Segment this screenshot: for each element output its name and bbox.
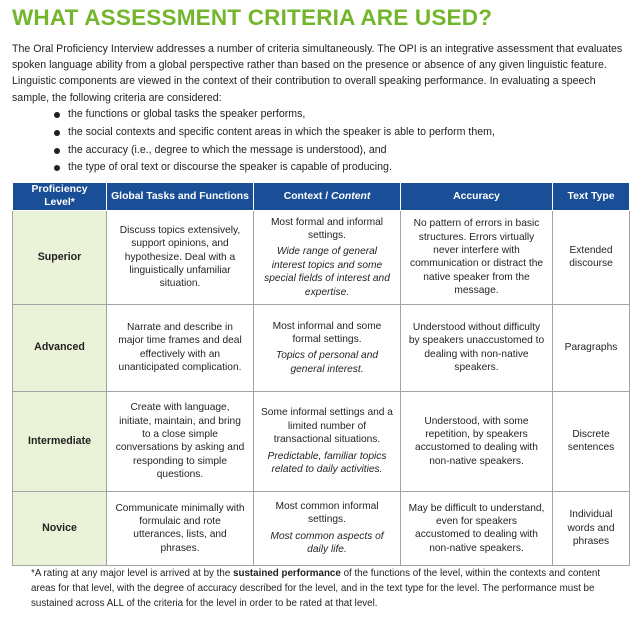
content-text: Predictable, familiar topics related to daily activities. <box>267 450 387 475</box>
context-cell <box>254 491 401 565</box>
footnote-text: *A rating at any major level is arrived at by the <box>31 568 234 579</box>
criteria-list <box>54 106 495 177</box>
table-row <box>13 391 630 491</box>
accuracy-cell: May be difficult to understand, even for speakers accustomed to dealing with non-native speakers. <box>401 491 553 565</box>
content-text: Most common aspects of daily life. <box>270 530 384 556</box>
list-item <box>54 142 495 160</box>
table-row <box>13 491 630 565</box>
list-item-text: the accuracy (i.e., degree to which the message is understood), and <box>68 143 387 156</box>
footnote-text: of the functions of the level, within the contexts and content areas for that level, with the degree of accuracy described for the level, and in the text type for the level. The performance must be sustained across ALL of the criteria for the level in order to be rated at that level. <box>31 568 601 609</box>
intro-paragraph: The Oral Proficiency Interview addresses a number of criteria simultaneously. The OPI is an integrative assessment that evaluates spoken language ability from a global perspective rather than based on the presence or absence of any given linguistic feature. Linguistic components are viewed in the context of their contribution to overall speaking performance. In evaluating a speech sample, the following criteria are considered: <box>12 43 623 104</box>
global-tasks-cell: Discuss topics extensively, support opinions, and hypothesize. Deal with a linguistically unfamiliar situation. <box>107 210 254 304</box>
text-type-cell: Individual words and phrases <box>553 491 630 565</box>
header-context: Context / <box>283 190 332 202</box>
level-cell: Intermediate <box>13 391 107 491</box>
level-cell: Superior <box>13 210 107 304</box>
global-tasks-cell: Narrate and describe in major time frames and deal effectively with an unanticipated complication. <box>107 304 254 391</box>
global-tasks-cell: Communicate minimally with formulaic and rote utterances, lists, and phrases. <box>107 491 254 565</box>
bullet-icon <box>54 112 60 118</box>
accuracy-cell: Understood, with some repetition, by speakers accustomed to dealing with non-native speakers. <box>401 391 553 491</box>
level-cell: Novice <box>13 491 107 565</box>
header-context-content <box>254 183 401 211</box>
content-text: Topics of personal and general interest. <box>275 350 379 375</box>
list-item-text: the functions or global tasks the speaker performs, <box>68 108 306 120</box>
context-cell <box>254 210 401 304</box>
accuracy-cell: No pattern of errors in basic structures. Errors virtually never interfere with communication or distract the native speaker from the message. <box>401 210 553 304</box>
context-cell <box>254 391 401 491</box>
text-type-cell: Discrete sentences <box>553 391 630 491</box>
context-text: Most common informal settings. <box>275 501 379 526</box>
footnote <box>31 566 627 611</box>
header-proficiency-level: Proficiency Level* <box>13 183 107 211</box>
context-cell <box>254 304 401 391</box>
bullet-icon <box>54 148 60 154</box>
table-header-row <box>13 183 630 211</box>
footnote-emphasis: sustained performance <box>233 568 341 579</box>
context-text: Some informal settings and a limited number of transactional situations. <box>261 407 393 446</box>
header-global-tasks: Global Tasks and Functions <box>107 183 254 211</box>
context-text: Most formal and informal settings. <box>270 216 384 241</box>
header-content: Content <box>331 190 371 202</box>
text-type-cell: Extended discourse <box>553 210 630 304</box>
list-item <box>54 159 495 177</box>
list-item-text: the type of oral text or discourse the speaker is capable of producing. <box>68 161 392 174</box>
header-text-type: Text Type <box>553 183 630 211</box>
context-text: Most informal and some formal settings. <box>272 320 382 345</box>
table-row <box>13 210 630 304</box>
content-text: Wide range of general interest topics and some special fields of interest and expertise. <box>264 246 390 298</box>
accuracy-cell: Understood without difficulty by speakers unaccustomed to dealing with non-native speakers. <box>401 304 553 391</box>
table-row <box>13 304 630 391</box>
level-cell: Advanced <box>13 304 107 391</box>
header-accuracy: Accuracy <box>401 183 553 211</box>
criteria-table <box>12 182 630 566</box>
bullet-icon <box>54 165 60 171</box>
list-item <box>54 106 495 124</box>
list-item <box>54 124 495 142</box>
list-item-text: the social contexts and specific content areas in which the speaker is able to perform them, <box>68 125 495 138</box>
text-type-cell: Paragraphs <box>553 304 630 391</box>
bullet-icon <box>54 130 60 136</box>
global-tasks-cell: Create with language, initiate, maintain, and bring to a close simple conversations by asking and responding to simple questions. <box>107 391 254 491</box>
page-title: WHAT ASSESSMENT CRITERIA ARE USED? <box>12 5 493 30</box>
